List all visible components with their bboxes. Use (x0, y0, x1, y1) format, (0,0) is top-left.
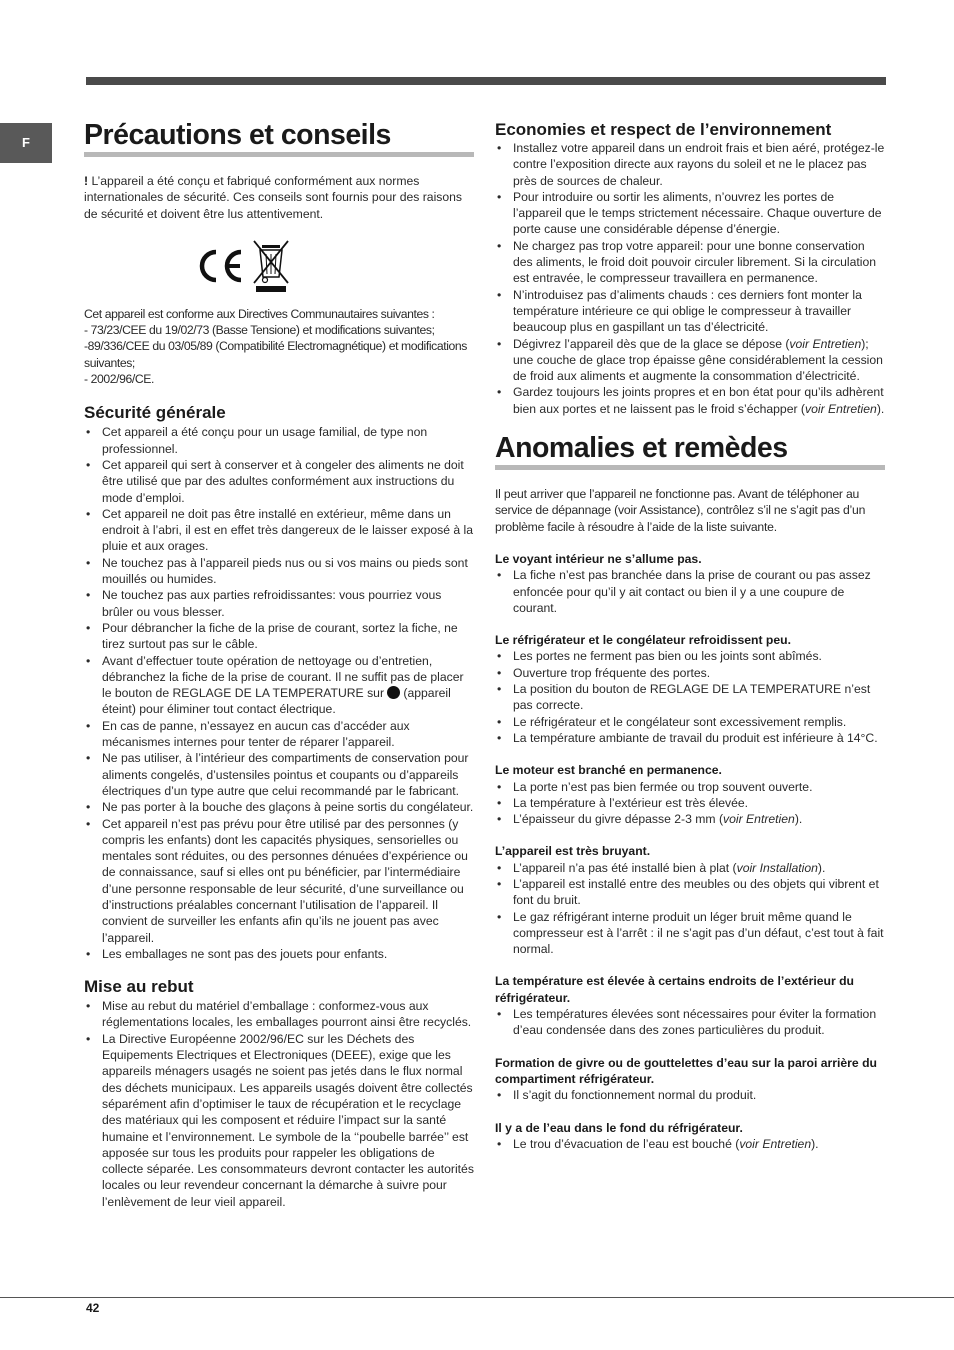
item-text: L’appareil n’a pas été installé bien à plat ( (513, 860, 737, 875)
list-item: • La température à l’extérieur est très élevée. (495, 795, 885, 811)
problem-list (495, 860, 885, 958)
list-item: • Ne pas utiliser, à l’intérieur des compartiments de conservation pour aliments congelés, d’ustensiles pointus et coupants ou d’appareils électriques d’un type autre que celui recommandé par le fabricant. (84, 750, 474, 799)
language-tab: F (0, 123, 52, 163)
item-text: Gardez toujours les joints propres et en bon état pour qu’ils adhèrent bien aux portes et ne laissent pas le froid s’échapper ( (513, 385, 884, 416)
item-text: Le trou d’évacuation de l’eau est bouché ( (513, 1136, 740, 1151)
problem-title: Le voyant intérieur ne s’allume pas. (495, 551, 702, 566)
problem-title: Il y a de l’eau dans le fond du réfrigérateur. (495, 1120, 743, 1135)
item-text: L’épaisseur du givre dépasse 2-3 mm ( (513, 812, 724, 827)
list-item: • Les emballages ne sont pas des jouets pour enfants. (84, 946, 474, 962)
problem-title: Formation de givre ou de gouttelettes d’eau sur la paroi arrière du compartiment réfrigérateur. (495, 1055, 877, 1086)
title-rule (495, 465, 885, 470)
list-item: • En cas de panne, n’essayez en aucun cas d’accéder aux mécanismes internes pour tenter de réparer l’appareil. (84, 718, 474, 751)
list-item: • Il s’agit du fonctionnement normal du produit. (495, 1087, 885, 1103)
section-title-rebut: Mise au rebut (84, 977, 194, 997)
knob-item-text-b: (appareil éteint) pour éliminer tout contact électrique. (102, 686, 451, 717)
list-item: • Ne touchez pas à l’appareil pieds nus ou si vos mains ou pieds sont mouillés ou humides. (84, 555, 474, 588)
eco-list (495, 140, 885, 417)
directives-line: - 2002/96/CE. (84, 372, 155, 387)
certification-marks (196, 236, 474, 296)
list-item: • Ouverture trop fréquente des portes. (495, 665, 885, 681)
list-item: • Le réfrigérateur et le congélateur sont excessivement remplis. (495, 714, 885, 730)
list-item (495, 811, 885, 827)
crossed-bin-icon (252, 239, 290, 293)
page-number: 42 (86, 1301, 100, 1315)
item-text: ). (817, 860, 826, 875)
list-item (495, 384, 885, 417)
off-position-icon (387, 686, 400, 699)
knob-item-text-a: Avant d’effectuer toute opération de nettoyage ou d’entretien, débranchez la fiche de la prise de courant. Il ne suffit pas de placer le bouton de REGLAGE DE LA TEMPERATURE sur (102, 653, 464, 701)
page-title-precautions: Précautions et conseils (84, 119, 391, 151)
list-item: • Les températures élevées sont nécessaires pour éviter la formation d’eau condensée dans des zones particulières du produit. (495, 1006, 885, 1039)
problem-title: Le moteur est branché en permanence. (495, 763, 722, 778)
problem-list (495, 1136, 885, 1152)
cross-reference: voir Entretien (805, 401, 877, 416)
page-title-anomalies: Anomalies et remèdes (495, 432, 788, 465)
list-item: • L’appareil est installé entre des meubles ou des objets qui vibrent et font du bruit. (495, 876, 885, 909)
list-item: • Mise au rebut du matériel d’emballage : conformez-vous aux réglementations locales, les emballages pourront ainsi être recyclés. (84, 998, 474, 1031)
directives-line: Cet appareil est conforme aux Directives Communautaires suivantes : (84, 306, 435, 321)
problem-list (495, 779, 885, 828)
list-item: • Cet appareil qui sert à conserver et à congeler des aliments ne doit être utilisé que par des adultes conformément aux instructions du mode d’emploi. (84, 457, 474, 506)
securite-list (84, 424, 474, 962)
section-title-securite: Sécurité générale (84, 403, 226, 423)
left-column (84, 118, 474, 1210)
right-column (495, 118, 885, 1152)
list-item (495, 1136, 885, 1152)
list-item: • Ne pas porter à la bouche des glaçons à peine sortis du congélateur. (84, 799, 474, 815)
top-bar (86, 77, 886, 85)
footer-rule (0, 1297, 954, 1298)
directives-line: -89/336/CEE du 03/05/89 (Compatibilité Electromagnétique) et modifications suivantes; (84, 339, 467, 370)
directives-line: - 73/23/CEE du 19/02/73 (Basse Tensione) et modifications suivantes; (84, 323, 435, 338)
problem-list (495, 1006, 885, 1039)
problem-list (495, 1087, 885, 1103)
list-item: • La fiche n’est pas branchée dans la prise de courant ou pas assez enfoncée pour qu’il y ait contact ou bien il y a une coupure de courant. (495, 567, 885, 616)
ce-mark-icon (196, 246, 246, 286)
item-text: ); une couche de glace trop épaisse gêne considérablement la cession de froid aux aliments et augmente la consommation d’électricité. (513, 336, 883, 384)
list-item: • La température ambiante de travail du produit est inférieure à 14°C. (495, 730, 885, 746)
item-text: ). (811, 1136, 819, 1151)
title-rule (84, 152, 474, 157)
list-item (495, 336, 885, 385)
list-item (495, 860, 885, 876)
item-text: ). (794, 812, 803, 827)
problem-title: Le réfrigérateur et le congélateur refroidissent peu. (495, 633, 791, 648)
list-item: • Pour introduire ou sortir les aliments, n’ouvrez les portes de l’appareil que le temps strictement nécessaire. Chaque ouverture de porte cause une considérable dépense d’énergie. (495, 189, 885, 238)
problem-title: La température est élevée à certains endroits de l’extérieur du réfrigérateur. (495, 974, 855, 1005)
cross-reference: voir Installation (736, 860, 818, 875)
list-item: • Pour débrancher la fiche de la prise de courant, sortez la fiche, ne tirez surtout pas sur le câble. (84, 620, 474, 653)
directives-block (84, 306, 474, 387)
list-item: • Les portes ne ferment pas bien ou les joints sont abîmés. (495, 648, 885, 664)
problem-list (495, 648, 885, 746)
list-item: • La position du bouton de REGLAGE DE LA TEMPERATURE n’est pas correcte. (495, 681, 885, 714)
list-item: • Le gaz réfrigérant interne produit un léger bruit même quand le compresseur est à l’arrêt : il ne s’agit pas d’un défaut, c’est tout à fait normal. (495, 909, 885, 958)
problem-title: L’appareil est très bruyant. (495, 844, 651, 859)
intro-text: L’appareil a été conçu et fabriqué conformément aux normes internationales de sécurité. Ces conseils sont fournis pour des raisons de sécurité et doivent être lus attentivement. (84, 174, 463, 221)
list-item: • Cet appareil a été conçu pour un usage familial, de type non professionnel. (84, 424, 474, 457)
list-item: • La porte n’est pas bien fermée ou trop souvent ouverte. (495, 779, 885, 795)
item-text: Dégivrez l’appareil dès que de la glace se dépose ( (513, 336, 790, 351)
cross-reference: voir Entretien (723, 812, 795, 827)
anomalies-intro: Il peut arriver que l’appareil ne fonctionne pas. Avant de téléphoner au service de dépannage (voir Assistance), contrôlez s’il ne s’agit pas d’un problème facile à résoudre à l’aide de la liste suivante. (495, 487, 866, 534)
section-title-eco: Economies et respect de l’environnement (495, 120, 832, 139)
list-item: • Ne chargez pas trop votre appareil: pour une bonne conservation des aliments, le froid doit pouvoir circuler librement. Si la circulation est entravée, le compresseur travaillera en permanence. (495, 238, 885, 287)
list-item: • Cet appareil n’est pas prévu pour être utilisé par des personnes (y compris les enfants) dont les capacités physiques, sensorielles ou mentales sont réduites, ou des personnes dénuées d’expérience ou de connaissance, sauf si elles ont pu bénéficier, par l’intermédiaire d’une personne responsable de leur sécurité, d’une surveillance ou d’instructions préalables concernant l’utilisation de l’appareil. Il convient de surveiller les enfants afin qu’ils ne jouent pas avec l’appareil. (84, 816, 474, 946)
cross-reference: voir Entretien (739, 1136, 812, 1151)
item-text: ). (876, 401, 885, 416)
list-item: • Cet appareil ne doit pas être installé en extérieur, même dans un endroit à l’abri, il est en effet très dangereux de le laisser exposé à la pluie et aux orages. (84, 506, 474, 555)
rebut-list (84, 998, 474, 1210)
list-item: • Ne touchez pas aux parties refroidissantes: vous pourriez vous brûler ou vous blesser. (84, 587, 474, 620)
list-item: • La Directive Européenne 2002/96/EC sur les Déchets des Equipements Electriques et Electroniques (DEEE), exige que les appareils ménagers usagés ne soient pas jetés dans le flux normal des déchets municipaux. Les appareils usagés doivent être collectés séparément afin d’optimiser le taux de récupération et le recyclage des matériaux qui les composent et réduire l’impact sur la santé humaine et l’environnement. Le symbole de la ‘‘poubelle barrée’’ est apposée sur tous les produits pour rappeler les obligations de collecte séparée. Les consommateurs devront contacter les autorités locales ou leur revendeur concernant la démarche à suivre pour l’enlèvement de leur vieil appareil. (84, 1031, 474, 1210)
list-item: • N’introduisez pas d’aliments chauds : ces derniers font monter la température intérieure ce qui oblige le compresseur à travailler beaucoup plus en gaspillant un tas d’électricité. (495, 287, 885, 336)
intro-paragraph (84, 173, 474, 222)
problem-list (495, 567, 885, 616)
list-item (84, 653, 474, 718)
cross-reference: voir Entretien (789, 336, 862, 351)
warning-mark: ! (84, 174, 89, 188)
list-item: • Installez votre appareil dans un endroit frais et bien aéré, protégez-le contre l’exposition directe aux rayons du soleil et ne le placez pas près de sources de chaleur. (495, 140, 885, 189)
